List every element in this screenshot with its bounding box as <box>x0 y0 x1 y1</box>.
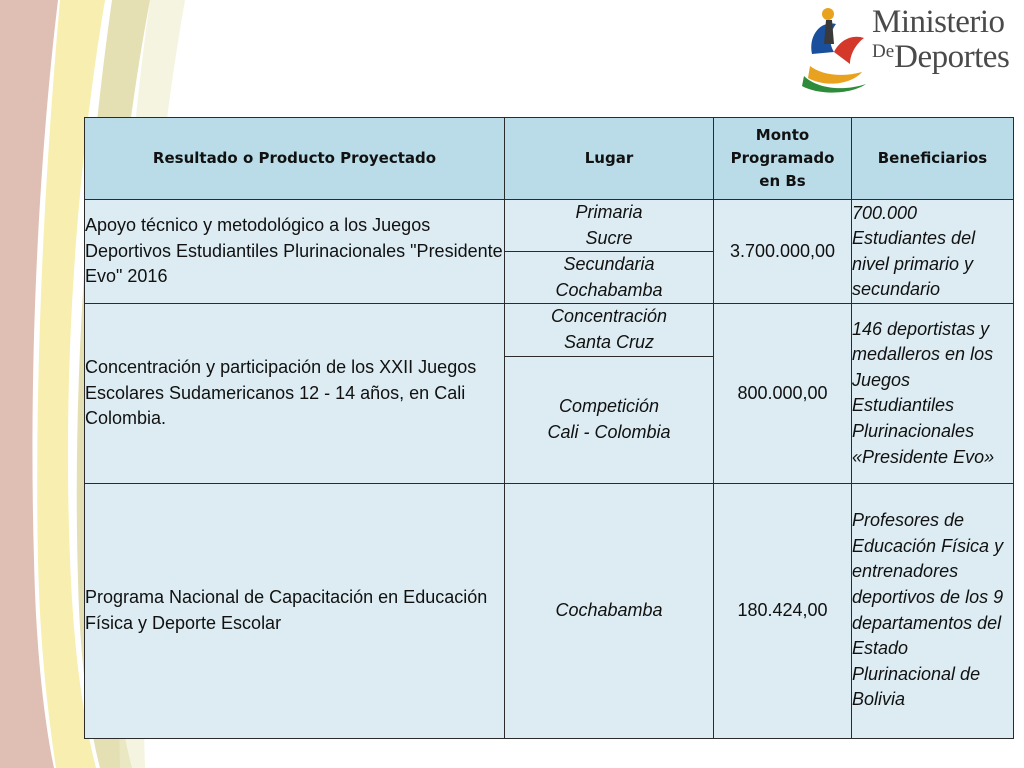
cell-resultado: Concentración y participación de los XXII Juegos Escolares Sudamericanos 12 - 14 años, en Cali Colombia. <box>85 304 505 483</box>
table-row <box>85 200 1014 252</box>
cell-beneficiarios: 700.000 Estudiantes del nivel primario y secundario <box>852 200 1014 304</box>
cell-monto: 800.000,00 <box>714 304 852 483</box>
header-lugar: Lugar <box>505 118 714 200</box>
header-monto: Monto Programado en Bs <box>714 118 852 200</box>
cell-lugar: Cochabamba <box>505 483 714 738</box>
cell-monto: 180.424,00 <box>714 483 852 738</box>
header-beneficiarios: Beneficiarios <box>852 118 1014 200</box>
cell-beneficiarios: Profesores de Educación Física y entrenadores deportivos de los 9 departamentos del Estado Plurinacional de Bolivia <box>852 483 1014 738</box>
cell-beneficiarios: 146 deportistas y medalleros en los Juegos Estudiantiles Plurinacionales «Presidente Evo» <box>852 304 1014 483</box>
header-resultado: Resultado o Producto Proyectado <box>85 118 505 200</box>
cell-lugar: Concentración Santa Cruz <box>505 304 714 356</box>
results-table <box>84 117 1014 739</box>
cell-lugar: Competición Cali - Colombia <box>505 356 714 483</box>
logo-de: De <box>872 41 895 62</box>
logo-line-ministerio: Ministerio <box>872 4 1005 40</box>
logo-deportes: Deportes <box>894 39 1010 75</box>
cell-resultado: Apoyo técnico y metodológico a los Juegos Deportivos Estudiantiles Plurinacionales "Presidente Evo" 2016 <box>85 200 505 304</box>
table-row <box>85 304 1014 356</box>
ministry-logo-text <box>872 6 1009 74</box>
logo-line-deportes <box>872 41 1009 74</box>
table-header-row <box>85 118 1014 200</box>
cell-lugar: Primaria Sucre <box>505 200 714 252</box>
cell-resultado: Programa Nacional de Capacitación en Educación Física y Deporte Escolar <box>85 483 505 738</box>
cell-monto: 3.700.000,00 <box>714 200 852 304</box>
cell-lugar: Secundaria Cochabamba <box>505 252 714 304</box>
table-row <box>85 483 1014 738</box>
